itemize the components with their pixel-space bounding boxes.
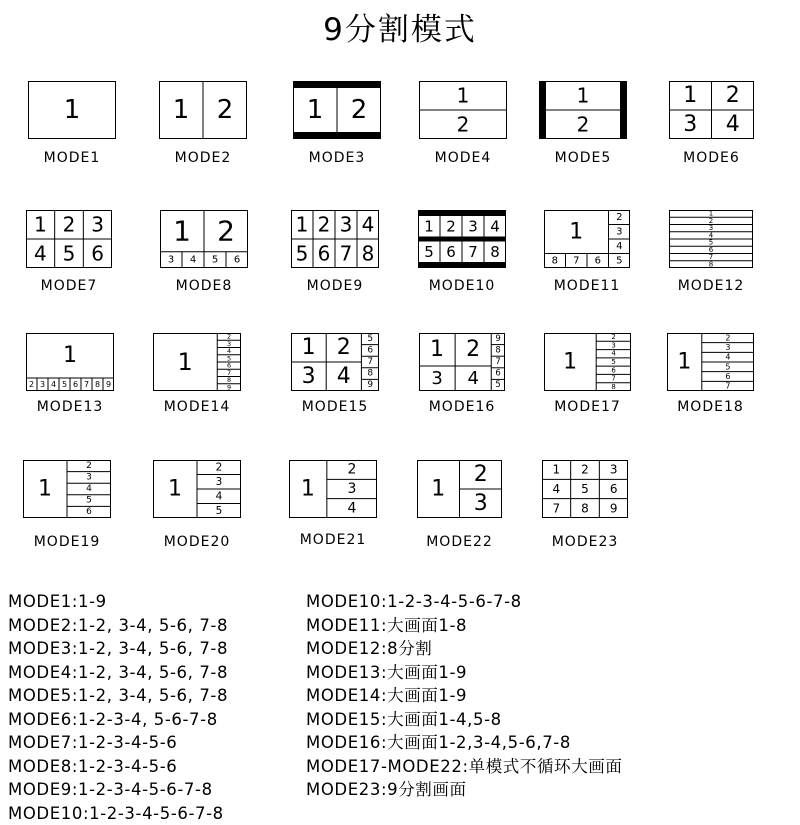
svg-text:2: 2 xyxy=(616,212,622,223)
note-right-line: MODE10:1-2-3-4-5-6-7-8 xyxy=(306,590,623,614)
svg-text:2: 2 xyxy=(577,113,590,137)
mode-18-diagram xyxy=(667,333,754,391)
note-left-line: MODE6:1-2-3-4, 5-6-7-8 xyxy=(8,708,228,732)
svg-text:3: 3 xyxy=(91,213,104,237)
mode-11-layout xyxy=(544,210,630,268)
note-right-line: MODE17-MODE22:单模式不循环大画面 xyxy=(306,755,623,779)
notes-right xyxy=(306,590,623,802)
svg-text:9: 9 xyxy=(367,380,373,390)
svg-text:1: 1 xyxy=(457,84,470,108)
svg-text:5: 5 xyxy=(424,243,434,261)
svg-text:3: 3 xyxy=(611,341,615,349)
mode-15-layout xyxy=(291,333,379,391)
svg-text:1: 1 xyxy=(302,335,316,360)
mode-10-layout xyxy=(418,210,506,268)
mode-20-diagram xyxy=(153,460,241,518)
svg-text:7: 7 xyxy=(553,501,561,515)
mode-16-label: MODE16 xyxy=(399,399,525,415)
svg-text:4: 4 xyxy=(190,254,196,265)
svg-text:6: 6 xyxy=(367,345,373,355)
mode-1-diagram xyxy=(28,81,116,139)
svg-text:3: 3 xyxy=(86,472,92,482)
svg-text:2: 2 xyxy=(446,217,456,235)
svg-text:5: 5 xyxy=(725,362,730,371)
svg-text:5: 5 xyxy=(367,334,373,344)
mode-8-label: MODE8 xyxy=(140,278,268,294)
note-left-line: MODE5:1-2, 3-4, 5-6, 7-8 xyxy=(8,684,228,708)
svg-text:4: 4 xyxy=(490,217,500,235)
svg-text:4: 4 xyxy=(337,364,351,389)
mode-15-diagram xyxy=(291,333,379,391)
svg-text:1: 1 xyxy=(553,463,561,477)
svg-text:6: 6 xyxy=(595,255,601,266)
note-right-line: MODE11:大画面1-8 xyxy=(306,614,623,638)
svg-text:6: 6 xyxy=(73,380,78,389)
svg-text:4: 4 xyxy=(227,347,231,355)
svg-text:8: 8 xyxy=(611,383,615,391)
svg-text:7: 7 xyxy=(725,382,730,391)
svg-text:6: 6 xyxy=(610,482,618,496)
svg-text:8: 8 xyxy=(95,380,100,389)
svg-text:7: 7 xyxy=(611,375,615,383)
mode-15-label: MODE15 xyxy=(271,399,399,415)
svg-text:5: 5 xyxy=(495,380,500,390)
svg-text:4: 4 xyxy=(216,490,223,502)
svg-text:8: 8 xyxy=(490,243,500,261)
svg-text:2: 2 xyxy=(709,217,713,225)
mode-4-diagram xyxy=(419,81,507,139)
svg-text:3: 3 xyxy=(468,217,478,235)
svg-text:8: 8 xyxy=(552,255,558,266)
svg-text:1: 1 xyxy=(307,95,324,125)
mode-2-layout xyxy=(159,81,247,139)
svg-text:3: 3 xyxy=(347,481,356,497)
note-left-line: MODE9:1-2-3-4-5-6-7-8 xyxy=(8,778,228,802)
svg-text:1: 1 xyxy=(173,214,191,247)
mode-21-layout xyxy=(289,460,377,518)
svg-text:4: 4 xyxy=(726,112,740,137)
notes-left xyxy=(8,590,228,825)
svg-text:3: 3 xyxy=(709,224,713,232)
mode-12-label: MODE12 xyxy=(649,278,773,294)
note-right-line: MODE23:9分割画面 xyxy=(306,778,623,802)
note-left-line: MODE2:1-2, 3-4, 5-6, 7-8 xyxy=(8,614,228,638)
svg-text:2: 2 xyxy=(347,462,356,478)
note-right-line: MODE14:大画面1-9 xyxy=(306,684,623,708)
mode-9-diagram xyxy=(291,210,379,268)
svg-text:4: 4 xyxy=(51,380,56,389)
mode-9-label: MODE9 xyxy=(271,278,399,294)
mode-10-label: MODE10 xyxy=(398,278,526,294)
svg-text:6: 6 xyxy=(446,243,456,261)
svg-text:1: 1 xyxy=(424,217,434,235)
svg-text:7: 7 xyxy=(84,380,89,389)
svg-text:1: 1 xyxy=(173,95,190,125)
svg-text:6: 6 xyxy=(234,254,240,265)
svg-text:2: 2 xyxy=(726,83,740,108)
svg-text:7: 7 xyxy=(709,253,713,261)
svg-text:8: 8 xyxy=(495,345,500,355)
mode-18-label: MODE18 xyxy=(647,399,774,415)
mode-6-layout xyxy=(669,81,754,139)
mode-14-diagram xyxy=(153,333,241,391)
svg-text:4: 4 xyxy=(467,368,478,389)
note-left-line: MODE7:1-2-3-4-5-6 xyxy=(8,731,228,755)
mode-8-layout xyxy=(160,210,248,268)
svg-text:3: 3 xyxy=(216,476,223,488)
svg-text:1: 1 xyxy=(430,337,444,362)
svg-text:3: 3 xyxy=(340,213,353,237)
svg-text:1: 1 xyxy=(63,343,77,368)
svg-text:2: 2 xyxy=(351,95,368,125)
svg-text:1: 1 xyxy=(431,477,445,502)
mode-2-diagram xyxy=(159,81,247,139)
mode-20-layout xyxy=(153,460,241,518)
mode-17-layout xyxy=(544,333,631,391)
mode-11-diagram xyxy=(544,210,630,268)
mode-12-diagram xyxy=(669,210,753,268)
svg-text:5: 5 xyxy=(227,354,231,362)
note-right-line: MODE16:大画面1-2,3-4,5-6,7-8 xyxy=(306,731,623,755)
mode-17-label: MODE17 xyxy=(524,399,651,415)
svg-text:6: 6 xyxy=(611,366,616,374)
mode-14-label: MODE14 xyxy=(133,399,261,415)
mode-16-layout xyxy=(419,333,505,391)
svg-text:1: 1 xyxy=(38,477,52,502)
svg-text:4: 4 xyxy=(725,353,730,362)
mode-17-diagram xyxy=(544,333,631,391)
mode-8-diagram xyxy=(160,210,248,268)
mode-19-label: MODE19 xyxy=(3,534,131,550)
svg-text:7: 7 xyxy=(340,242,353,266)
mode-23-label: MODE23 xyxy=(522,534,648,550)
svg-text:7: 7 xyxy=(227,369,231,377)
mode-2-label: MODE2 xyxy=(139,150,267,166)
svg-text:9: 9 xyxy=(495,334,500,344)
svg-text:2: 2 xyxy=(466,337,480,362)
page-title: 9分割模式 xyxy=(0,4,800,49)
note-left-line: MODE4:1-2, 3-4, 5-6, 7-8 xyxy=(8,661,228,685)
note-left-line: MODE8:1-2-3-4-5-6 xyxy=(8,755,228,779)
svg-text:1: 1 xyxy=(577,84,590,108)
svg-text:3: 3 xyxy=(168,254,174,265)
svg-text:2: 2 xyxy=(725,333,730,342)
svg-text:1: 1 xyxy=(709,210,713,218)
mode-16-diagram xyxy=(419,333,505,391)
svg-text:2: 2 xyxy=(474,462,488,487)
svg-text:3: 3 xyxy=(725,343,730,352)
svg-text:5: 5 xyxy=(212,254,218,265)
svg-text:6: 6 xyxy=(86,507,92,517)
svg-text:9: 9 xyxy=(610,501,618,515)
svg-text:6: 6 xyxy=(725,372,730,381)
mode-13-label: MODE13 xyxy=(6,399,134,415)
mode-9-layout xyxy=(291,210,379,268)
mode-18-layout xyxy=(667,333,754,391)
svg-text:5: 5 xyxy=(62,380,67,389)
svg-text:3: 3 xyxy=(40,380,45,389)
svg-text:3: 3 xyxy=(616,226,622,237)
svg-text:4: 4 xyxy=(347,500,356,516)
svg-text:8: 8 xyxy=(581,501,589,515)
svg-text:4: 4 xyxy=(616,241,622,252)
mode-4-label: MODE4 xyxy=(399,150,527,166)
svg-text:2: 2 xyxy=(227,333,231,341)
svg-text:6: 6 xyxy=(227,362,231,370)
mode-13-layout xyxy=(26,333,114,391)
svg-text:6: 6 xyxy=(91,242,104,266)
mode-1-label: MODE1 xyxy=(8,150,136,166)
svg-text:9: 9 xyxy=(227,383,231,391)
svg-text:5: 5 xyxy=(86,496,92,506)
mode-7-diagram xyxy=(26,210,112,268)
svg-text:7: 7 xyxy=(468,243,478,261)
note-right-line: MODE12:8分割 xyxy=(306,637,623,661)
mode-5-diagram xyxy=(539,81,627,139)
svg-text:3: 3 xyxy=(431,368,442,389)
svg-text:6: 6 xyxy=(495,369,500,379)
mode-4-layout xyxy=(419,81,507,139)
svg-text:5: 5 xyxy=(216,505,223,517)
svg-text:3: 3 xyxy=(302,364,316,389)
note-right-line: MODE15:大画面1-4,5-8 xyxy=(306,708,623,732)
svg-text:2: 2 xyxy=(216,461,223,473)
mode-14-layout xyxy=(153,333,241,391)
mode-19-diagram xyxy=(23,460,111,518)
mode-5-layout xyxy=(539,81,627,139)
svg-text:3: 3 xyxy=(683,112,697,137)
svg-text:2: 2 xyxy=(337,335,351,360)
mode-6-diagram xyxy=(669,81,754,139)
mode-19-layout xyxy=(23,460,111,518)
mode-1-layout xyxy=(28,81,116,139)
mode-22-label: MODE22 xyxy=(397,534,522,550)
mode-7-label: MODE7 xyxy=(6,278,132,294)
svg-text:1: 1 xyxy=(296,213,309,237)
svg-text:1: 1 xyxy=(168,477,182,502)
mode-6-label: MODE6 xyxy=(649,150,774,166)
svg-text:5: 5 xyxy=(611,358,615,366)
mode-21-label: MODE21 xyxy=(269,532,397,548)
note-left-line: MODE1:1-9 xyxy=(8,590,228,614)
mode-12-layout xyxy=(669,210,753,268)
mode-13-diagram xyxy=(26,333,114,391)
svg-text:2: 2 xyxy=(611,333,615,341)
mode-20-label: MODE20 xyxy=(133,534,261,550)
svg-text:7: 7 xyxy=(367,357,373,367)
svg-text:7: 7 xyxy=(573,255,579,266)
svg-text:4: 4 xyxy=(553,482,561,496)
svg-text:8: 8 xyxy=(709,260,713,268)
svg-text:2: 2 xyxy=(86,461,92,471)
svg-text:9: 9 xyxy=(106,380,111,389)
mode-3-layout xyxy=(293,81,381,139)
mode-23-layout xyxy=(542,460,628,518)
svg-text:5: 5 xyxy=(581,482,589,496)
svg-text:6: 6 xyxy=(318,242,331,266)
mode-3-label: MODE3 xyxy=(273,150,401,166)
svg-text:2: 2 xyxy=(63,213,76,237)
svg-text:4: 4 xyxy=(611,350,616,358)
mode-21-diagram xyxy=(289,460,377,518)
svg-text:2: 2 xyxy=(217,214,235,247)
mode-10-diagram xyxy=(418,210,506,268)
mode-5-label: MODE5 xyxy=(519,150,647,166)
svg-text:1: 1 xyxy=(177,348,192,376)
svg-text:1: 1 xyxy=(677,350,691,375)
mode-11-label: MODE11 xyxy=(524,278,650,294)
svg-text:4: 4 xyxy=(362,213,375,237)
svg-text:4: 4 xyxy=(86,484,92,494)
svg-text:3: 3 xyxy=(610,463,618,477)
svg-text:8: 8 xyxy=(367,369,373,379)
svg-text:2: 2 xyxy=(318,213,331,237)
svg-text:1: 1 xyxy=(569,219,583,244)
svg-text:1: 1 xyxy=(301,477,315,502)
svg-text:1: 1 xyxy=(64,95,81,125)
svg-text:4: 4 xyxy=(709,231,714,239)
svg-text:5: 5 xyxy=(709,239,713,247)
svg-text:2: 2 xyxy=(217,95,234,125)
svg-text:8: 8 xyxy=(362,242,375,266)
svg-text:5: 5 xyxy=(616,255,622,266)
svg-text:1: 1 xyxy=(34,213,47,237)
svg-text:7: 7 xyxy=(495,357,500,367)
svg-text:2: 2 xyxy=(581,463,589,477)
svg-text:8: 8 xyxy=(227,376,231,384)
mode-3-diagram xyxy=(293,81,381,139)
mode-22-layout xyxy=(417,460,502,518)
svg-text:2: 2 xyxy=(457,113,470,137)
svg-text:1: 1 xyxy=(563,350,577,375)
note-left-line: MODE3:1-2, 3-4, 5-6, 7-8 xyxy=(8,637,228,661)
svg-text:6: 6 xyxy=(709,246,714,254)
svg-text:5: 5 xyxy=(63,242,76,266)
svg-text:4: 4 xyxy=(34,242,47,266)
note-right-line: MODE13:大画面1-9 xyxy=(306,661,623,685)
mode-22-diagram xyxy=(417,460,502,518)
note-left-line: MODE10:1-2-3-4-5-6-7-8 xyxy=(8,802,228,825)
svg-text:5: 5 xyxy=(296,242,309,266)
svg-text:2: 2 xyxy=(29,380,34,389)
svg-text:1: 1 xyxy=(683,83,697,108)
svg-text:3: 3 xyxy=(474,491,488,516)
svg-text:3: 3 xyxy=(227,340,231,348)
mode-7-layout xyxy=(26,210,112,268)
mode-23-diagram xyxy=(542,460,628,518)
